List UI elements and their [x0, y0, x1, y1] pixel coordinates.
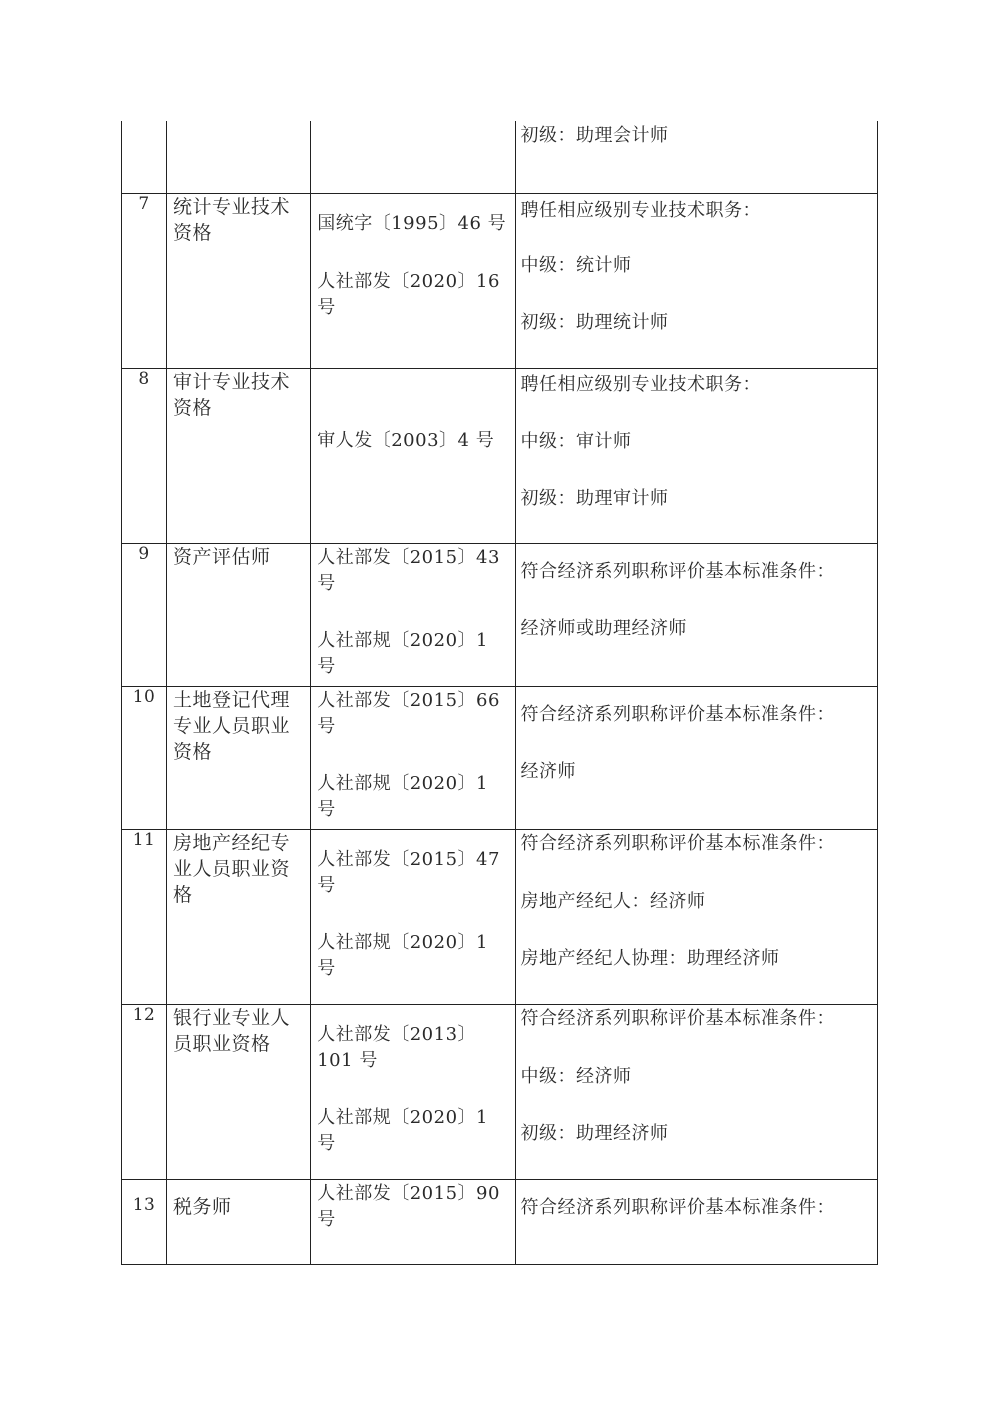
table-row: [122, 121, 878, 193]
requirement-cell: [515, 1179, 878, 1264]
qualification-name-cell: 银行业专业人员职业资格: [167, 1004, 311, 1179]
document-ref: 人社部规〔2020〕1 号: [317, 629, 488, 677]
qualification-name-cell: 土地登记代理专业人员职业资格: [167, 686, 311, 829]
requirement-cell: [515, 829, 878, 1004]
row-number-cell: 11: [122, 829, 167, 1004]
table-row: [122, 543, 878, 686]
table-row: [122, 686, 878, 829]
row-number-cell: 8: [122, 368, 167, 543]
document-ref: 人社部发〔2013〕101 号: [317, 1023, 477, 1071]
requirement-cell: [515, 368, 878, 543]
row-number-cell: [122, 121, 167, 193]
document-cell: [311, 1179, 515, 1264]
requirement-line: 符合经济系列职称评价基本标准条件：: [520, 1196, 835, 1218]
requirement-cell: [515, 193, 878, 368]
table-row: [122, 1004, 878, 1179]
table-row: [122, 829, 878, 1004]
qualification-name-cell: 税务师: [167, 1179, 311, 1264]
row-number-cell: 7: [122, 193, 167, 368]
qualification-table: [121, 121, 878, 1265]
qualification-name-cell: 统计专业技术资格: [167, 193, 311, 368]
requirement-line: 聘任相应级别专业技术职务：: [520, 199, 761, 221]
requirement-line: 房地产经纪人：经济师: [520, 890, 706, 912]
document-cell: [311, 829, 515, 1004]
qualification-name-cell: 资产评估师: [167, 543, 311, 686]
requirement-line: 初级：助理经济师: [520, 1122, 669, 1144]
document-cell: [311, 686, 515, 829]
table-row: [122, 368, 878, 543]
requirement-line: 初级：助理审计师: [520, 487, 669, 509]
requirement-line: 符合经济系列职称评价基本标准条件：: [520, 703, 835, 725]
qualification-name-cell: [167, 121, 311, 193]
qualification-name-cell: 房地产经纪专业人员职业资格: [167, 829, 311, 1004]
requirement-line: 经济师或助理经济师: [520, 617, 687, 639]
document-cell: [311, 121, 515, 193]
requirement-cell: [515, 543, 878, 686]
document-ref: 人社部发〔2015〕90 号: [317, 1182, 500, 1230]
document-ref: 人社部规〔2020〕1 号: [317, 931, 488, 979]
qualification-name-cell: 审计专业技术资格: [167, 368, 311, 543]
document-ref: 审人发〔2003〕4 号: [317, 429, 495, 451]
document-ref: 人社部发〔2015〕66 号: [317, 689, 500, 737]
document-ref: 人社部规〔2020〕1 号: [317, 1106, 488, 1154]
document-cell: [311, 543, 515, 686]
requirement-line: 符合经济系列职称评价基本标准条件：: [520, 1007, 835, 1029]
document-ref: 人社部发〔2015〕43 号: [317, 546, 500, 594]
requirement-line: 符合经济系列职称评价基本标准条件：: [520, 832, 835, 854]
requirement-cell: [515, 121, 878, 193]
requirement-line: 房地产经纪人协理：助理经济师: [520, 947, 780, 969]
row-number-cell: 10: [122, 686, 167, 829]
document-ref: 人社部发〔2015〕47 号: [317, 848, 500, 896]
requirement-line: 经济师: [520, 760, 576, 782]
document-cell: [311, 193, 515, 368]
document-ref: 国统字〔1995〕46 号: [317, 212, 507, 234]
requirement-line: 初级：助理统计师: [520, 311, 669, 333]
document-cell: [311, 1004, 515, 1179]
document-cell: [311, 368, 515, 543]
requirement-line: 中级：经济师: [520, 1065, 632, 1087]
table-row: [122, 193, 878, 368]
row-number-cell: 12: [122, 1004, 167, 1179]
document-ref: 人社部发〔2020〕16 号: [317, 270, 500, 318]
requirement-line: 中级：审计师: [520, 430, 632, 452]
document-ref: 人社部规〔2020〕1 号: [317, 772, 488, 820]
row-number-cell: 9: [122, 543, 167, 686]
requirement-line: 聘任相应级别专业技术职务：: [520, 373, 761, 395]
requirement-line: 符合经济系列职称评价基本标准条件：: [520, 560, 835, 582]
requirement-line: 中级：统计师: [520, 254, 632, 276]
requirement-line: 初级：助理会计师: [520, 125, 669, 146]
row-number-cell: 13: [122, 1179, 167, 1264]
table-row: [122, 1179, 878, 1264]
requirement-cell: [515, 686, 878, 829]
requirement-cell: [515, 1004, 878, 1179]
